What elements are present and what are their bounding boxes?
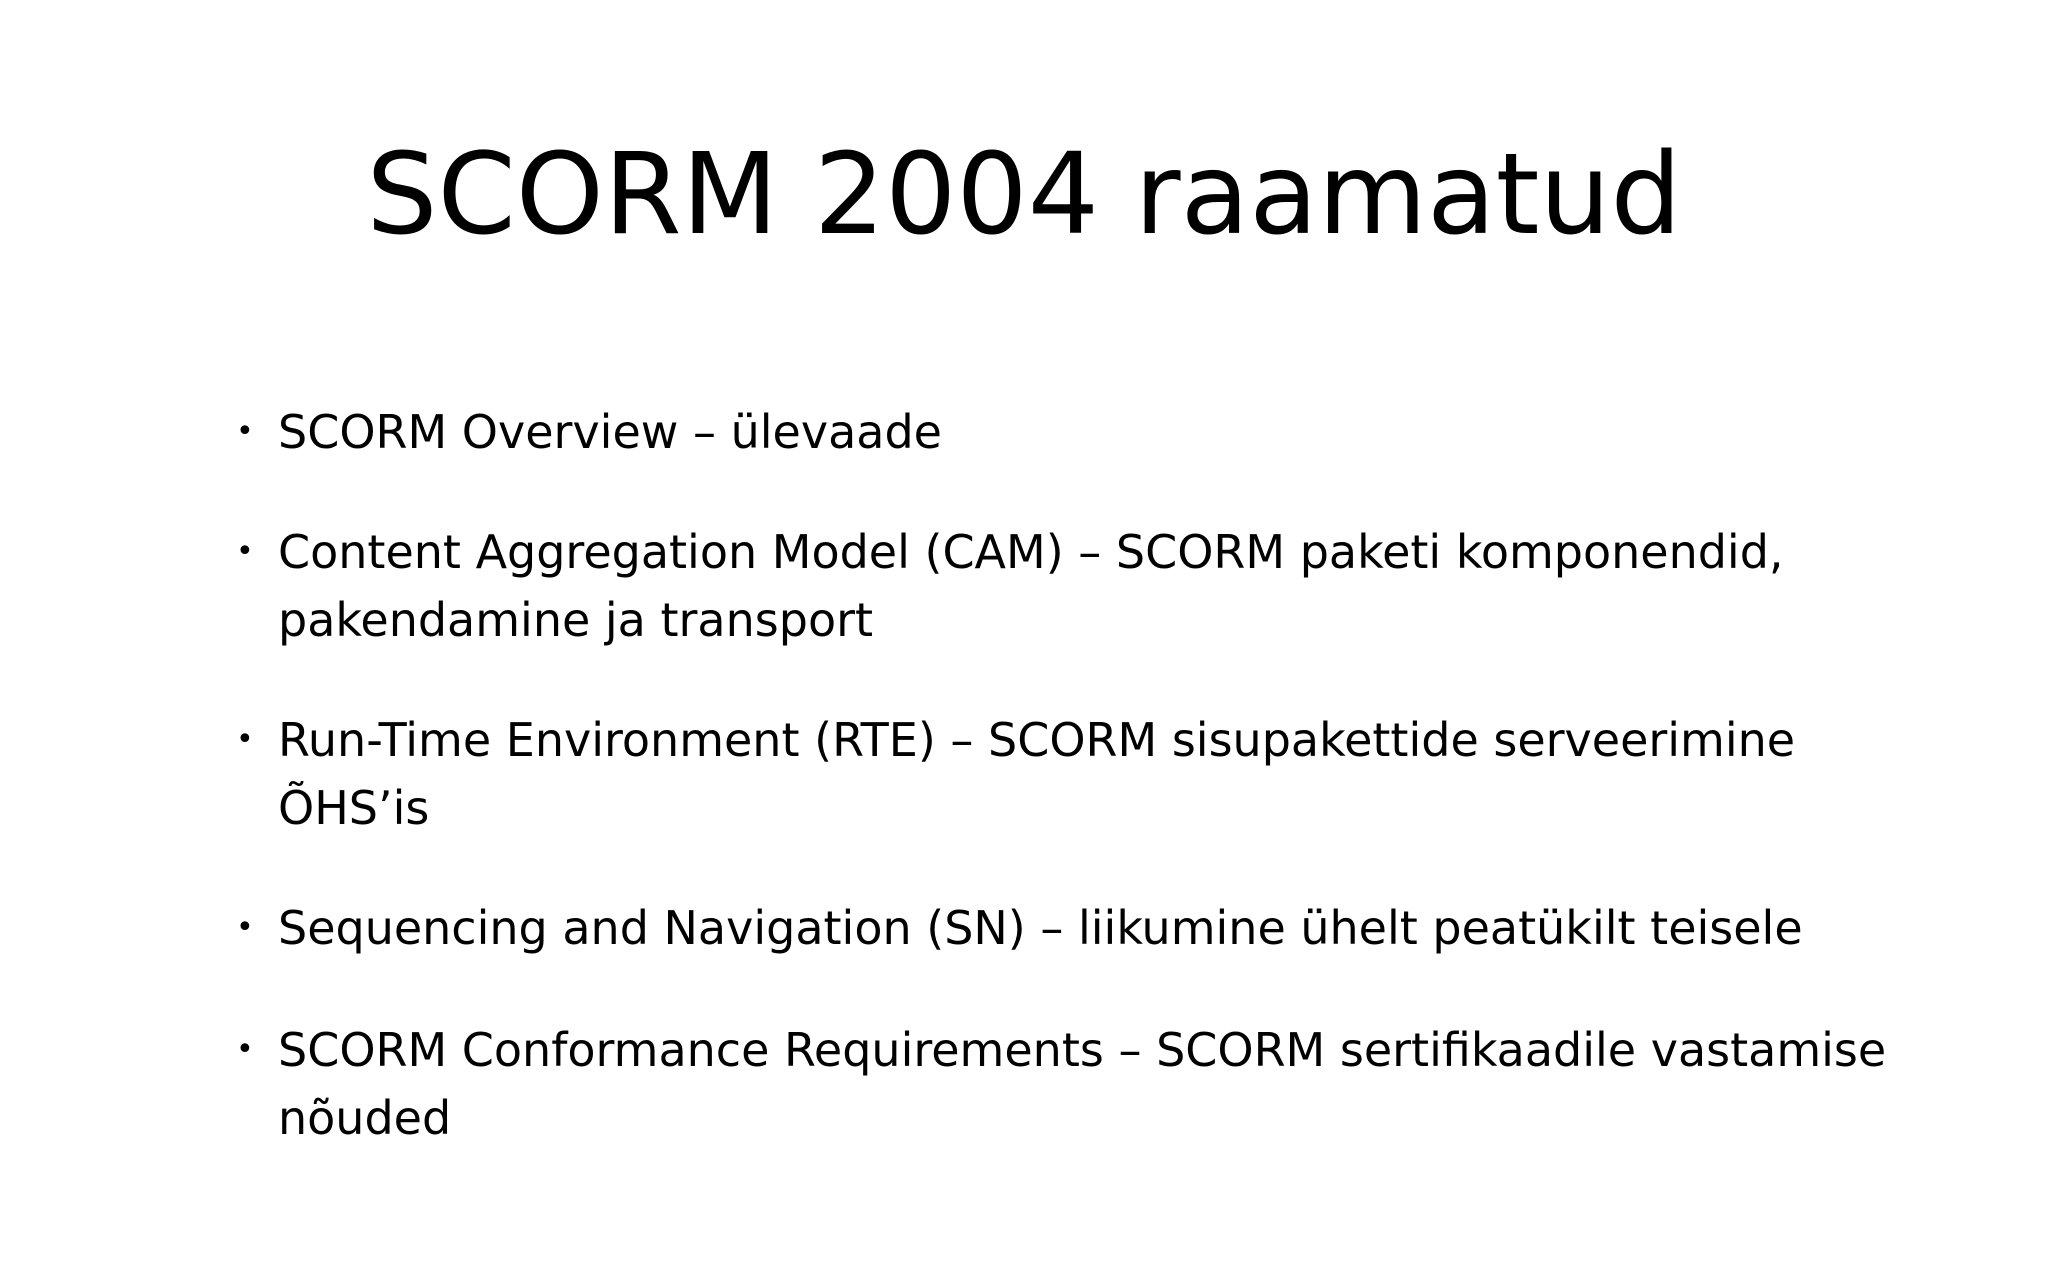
bullet-dot-icon: • [236, 534, 254, 569]
bullet-text: SCORM Conformance Requirements – SCORM sertifikaadile vastamise nõuded [278, 1023, 1887, 1145]
bullet-dot-icon: • [236, 910, 254, 945]
bullet-dot-icon: • [236, 1032, 254, 1067]
bullet-item-overview [236, 398, 1956, 466]
bullet-text: Sequencing and Navigation (SN) – liikumine ühelt peatükilt teisele [278, 901, 1803, 955]
bullet-text: Content Aggregation Model (CAM) – SCORM paketi komponendid, pakendamine ja transport [278, 525, 1784, 647]
bullet-dot-icon: • [236, 722, 254, 757]
bullet-list [236, 398, 1956, 1152]
bullet-item-cam [236, 518, 1956, 654]
bullet-text: SCORM Overview – ülevaade [278, 405, 942, 459]
bullet-item-conformance [236, 1016, 1956, 1152]
slide-title: SCORM 2004 raamatud [366, 130, 1682, 260]
bullet-text: Run-Time Environment (RTE) – SCORM sisupakettide serveerimine ÕHS’is [278, 713, 1796, 835]
bullet-item-rte [236, 706, 1956, 842]
bullet-dot-icon: • [236, 414, 254, 449]
bullet-item-sn [236, 894, 1956, 962]
